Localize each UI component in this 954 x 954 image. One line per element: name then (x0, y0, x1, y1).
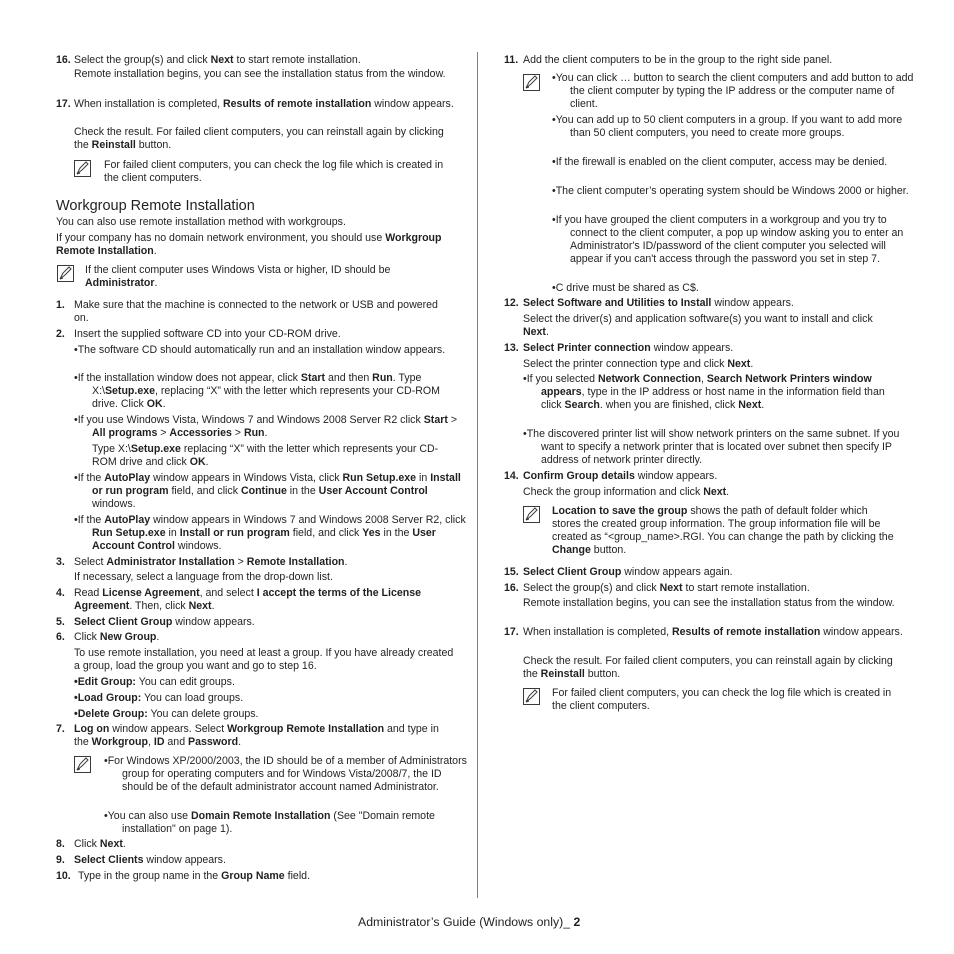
step-3-body: If necessary, select a language from the drop-down list. (74, 571, 333, 583)
note-text: If the client computer uses Windows Vista or higher, ID should be Administrator. (85, 264, 391, 290)
step-1-text: Make sure that the machine is connected to the network or USB and powered on. (74, 299, 438, 325)
section-title: Workgroup Remote Installation (56, 198, 255, 214)
step-12-text: Select Software and Utilities to Install window appears. (523, 297, 794, 309)
column-divider (477, 52, 478, 898)
step-number: 9. (56, 854, 65, 866)
step-6-body: To use remote installation, you need at least a group. If you have already created a group, load the group you want and go to step 16. (74, 647, 454, 673)
step-number: 11. (504, 54, 519, 66)
intro-paragraph: If your company has no domain network environment, you should use Workgroup Remote Installation. (56, 232, 442, 258)
step-16-text: Select the group(s) and click Next to start remote installation. (74, 54, 361, 66)
note-bullet: •If the firewall is enabled on the client computer, access may be denied. (552, 156, 888, 168)
step-number: 15. (504, 566, 519, 578)
step-9-text: Select Clients window appears. (74, 854, 226, 866)
step-3-text: Select Administrator Installation > Remote Installation. (74, 556, 348, 568)
step-10-text: Type in the group name in the Group Name field. (78, 870, 311, 882)
step-17-text: When installation is completed, Results of remote installation window appears. (74, 98, 454, 110)
bullet-item: •If the installation window does not appear, click Start and then Run. Type X:\Setup.exe, replacing “X” with the letter which represents your CD-ROM drive. Click OK. (74, 372, 440, 411)
note-bullet: •For Windows XP/2000/2003, the ID should be of a member of Administrators group for operating computers and for Windows Vista/2008/7, the ID should be of the default administrator account named Administrator. (104, 755, 467, 794)
step-number: 12. (504, 297, 519, 309)
step-11-text: Add the client computers to be in the group to the right side panel. (523, 54, 833, 66)
step-number: 17. (504, 626, 519, 638)
note-text: For failed client computers, you can check the log file which is created in the client computers. (104, 159, 444, 185)
bullet-item: •Load Group: You can load groups. (74, 692, 244, 704)
note-icon (522, 687, 542, 707)
step-8-text: Click Next. (74, 838, 126, 850)
bullet-item: •Delete Group: You can delete groups. (74, 708, 259, 720)
bullet-item: •If the AutoPlay window appears in Windows Vista, click Run Setup.exe in Install or run program field, and click Continue in the User Account Control windows. (74, 472, 461, 511)
step-number: 6. (56, 631, 65, 643)
step-number: 7. (56, 723, 65, 735)
bullet-item: •Edit Group: You can edit groups. (74, 676, 235, 688)
step-number: 4. (56, 587, 65, 599)
step-number: 16. (504, 582, 519, 594)
step-number: 2. (56, 328, 65, 340)
note-bullet: •The client computer’s operating system should be Windows 2000 or higher. (552, 185, 909, 197)
intro-paragraph: You can also use remote installation method with workgroups. (56, 216, 346, 228)
step-5-text: Select Client Group window appears. (74, 616, 255, 628)
step-17-text: When installation is completed, Results of remote installation window appears. (523, 626, 903, 638)
step-13-text: Select Printer connection window appears. (523, 342, 734, 354)
step-14-text: Confirm Group details window appears. (523, 470, 718, 482)
note-icon (73, 159, 93, 179)
step-16-body: Remote installation begins, you can see the installation status from the window. (74, 68, 446, 80)
note-icon (56, 264, 76, 284)
step-7-text: Log on window appears. Select Workgroup Remote Installation and type in the Workgroup, ID and Password. (74, 723, 439, 749)
step-6-text: Click New Group. (74, 631, 160, 643)
step-number: 17. (56, 98, 71, 110)
step-15-text: Select Client Group window appears again. (523, 566, 733, 578)
note-bullet: •C drive must be shared as C$. (552, 282, 699, 294)
bullet-item-continued: Type X:\Setup.exe replacing “X” with the letter which represents your CD-ROM drive and click OK. (92, 443, 439, 469)
step-number: 10. (56, 870, 71, 882)
step-number: 5. (56, 616, 65, 628)
step-13-body: Select the printer connection type and click Next. (523, 358, 754, 370)
note-bullet: •You can click … button to search the client computers and add button to add the client computer by typing the IP address or the computer name of client. (552, 72, 914, 111)
note-bullet: •You can also use Domain Remote Installation (See "Domain remote installation" on page 1). (104, 810, 435, 836)
step-17-body: Check the result. For failed client computers, you can reinstall again by clicking the Reinstall button. (74, 126, 444, 152)
step-14-body: Check the group information and click Next. (523, 486, 730, 498)
page-footer (358, 915, 580, 930)
step-number: 13. (504, 342, 519, 354)
page-number: 2 (573, 915, 581, 929)
step-16-text: Select the group(s) and click Next to start remote installation. (523, 582, 810, 594)
note-bullet: •You can add up to 50 client computers in a group. If you want to add more than 50 client computers, you need to create more groups. (552, 114, 903, 140)
bullet-item: •If the AutoPlay window appears in Windows 7 and Windows 2008 Server R2, click Run Setup.exe in Install or run program field, and click Yes in the User Account Control windows. (74, 514, 466, 553)
step-12-body: Select the driver(s) and application software(s) you want to install and click Next. (523, 313, 873, 339)
step-number: 16. (56, 54, 71, 66)
note-icon (522, 73, 542, 93)
step-17-body: Check the result. For failed client computers, you can reinstall again by clicking the Reinstall button. (523, 655, 893, 681)
step-16-body: Remote installation begins, you can see the installation status from the window. (523, 597, 895, 609)
step-number: 8. (56, 838, 65, 850)
note-icon (522, 505, 542, 525)
bullet-item: •If you use Windows Vista, Windows 7 and Windows 2008 Server R2 click Start > All programs > Accessories > Run. (74, 414, 458, 440)
step-number: 1. (56, 299, 65, 311)
bullet-item: •If you selected Network Connection, Search Network Printers window appears, type in the IP address or host name in the information field than click Search. when you are finished, click Next. (523, 373, 885, 412)
step-number: 14. (504, 470, 519, 482)
step-2-text: Insert the supplied software CD into your CD-ROM drive. (74, 328, 341, 340)
bullet-item: •The software CD should automatically run and an installation window appears. (74, 344, 446, 356)
note-icon (73, 755, 93, 775)
bullet-item: •The discovered printer list will show network printers on the same subnet. If you want to specify a network printer that is located over subnet then specify IP address of network printer directly. (523, 428, 900, 467)
footer-text: Administrator’s Guide (Windows only)_ (358, 915, 571, 929)
step-4-text: Read License Agreement, and select I accept the terms of the License Agreement. Then, click Next. (74, 587, 422, 613)
note-text: For failed client computers, you can check the log file which is created in the client computers. (552, 687, 892, 713)
note-text: Location to save the group shows the path of default folder which stores the created group information. The group information file will be created as “<group_name>.RGI. You can change the path by clicking the Change button. (552, 505, 894, 557)
step-number: 3. (56, 556, 65, 568)
note-bullet: •If you have grouped the client computers in a workgroup and you try to connect to the client computer, a pop up window asking you to enter an Administrator's ID/password of the client computer you selected will appear if you can't access through the password you set in step 7. (552, 214, 904, 266)
